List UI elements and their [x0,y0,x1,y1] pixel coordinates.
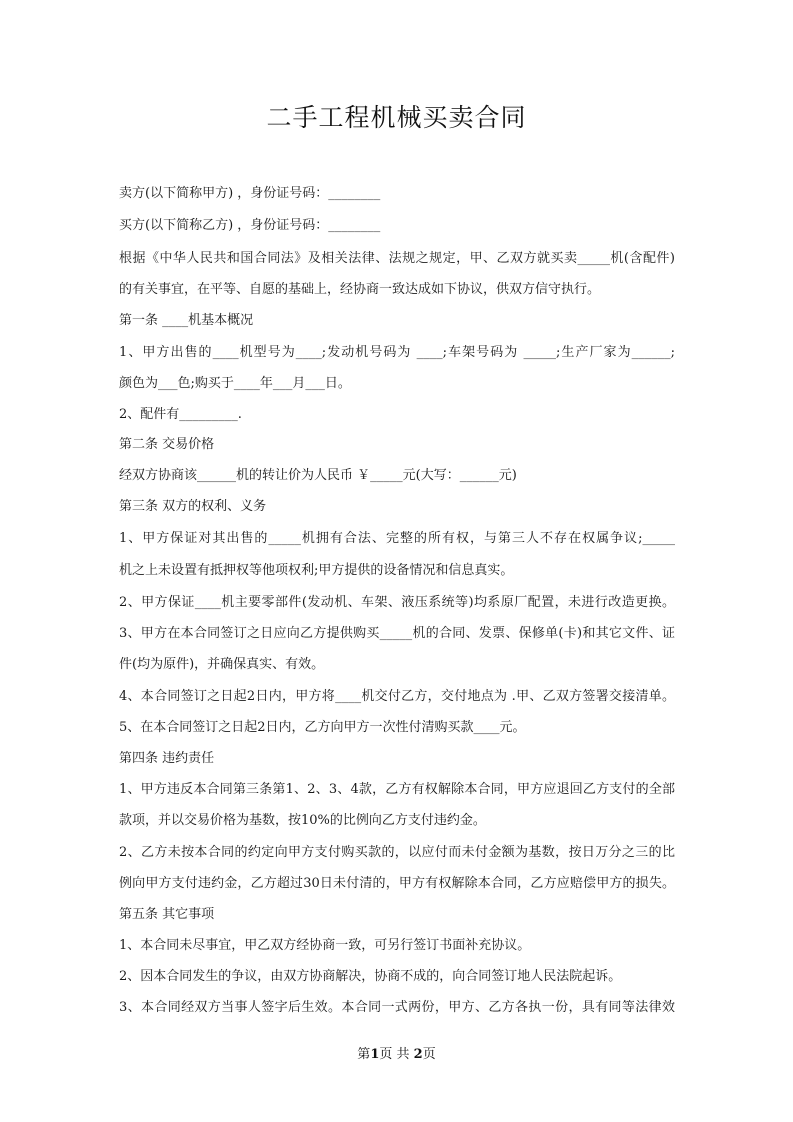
article-heading: 第三条 双方的权利、义务 [119,499,267,514]
document-title: 二手工程机械买卖合同 [266,103,527,132]
paragraph-line: 3、本合同经双方当事人签字后生效。本合同一式两份，甲方、乙方各执一份，具有同等法律效 [119,1000,675,1015]
paragraph-line: 款项，并以交易价格为基数，按10%的比例向乙方支付违约金。 [119,813,486,828]
paragraph-line: 机之上未设置有抵押权等他项权利;甲方提供的设备情况和信息真实。 [119,563,514,578]
paragraph-line: 2、甲方保证____机主要零部件(发动机、车架、液压系统等)均系原厂配置，未进行改造更换。 [119,595,675,610]
paragraph-line: 2、乙方未按本合同的约定向甲方支付购买款的，以应付而未付金额为基数，按日万分之三的比 [119,845,675,860]
paragraph-line: 3、甲方在本合同签订之日应向乙方提供购买_____机的合同、发票、保修单(卡)和其它文件、证 [119,626,675,641]
paragraph-line: 例向甲方支付违约金，乙方超过30日未付清的，甲方有权解除本合同，乙方应赔偿甲方的损失。 [119,876,675,891]
page-label-pre: 第 [357,1047,371,1062]
paragraph-line: 经双方协商该______机的转让价为人民币 ￥_____元(大写：______元) [119,468,517,483]
paragraph-line: 5、在本合同签订之日起2日内，乙方向甲方一次性付清购买款____元。 [119,720,526,735]
paragraph-line: 1、甲方保证对其出售的_____机拥有合法、完整的所有权，与第三人不存在权属争议;_____ [119,531,675,546]
page-footer [0,1043,793,1062]
paragraph-line: 1、甲方违反本合同第三条第1、2、3、4款，乙方有权解除本合同，甲方应退回乙方支付的全部 [119,782,675,797]
paragraph-line: 4、本合同签订之日起2日内，甲方将____机交付乙方，交付地点为 .甲、乙双方签署交接清单。 [119,689,675,704]
paragraph-line: 2、因本合同发生的争议，由双方协商解决，协商不成的，向合同签订地人民法院起诉。 [119,969,622,984]
page-total: 2 [413,1047,423,1062]
paragraph-line: 根据《中华人民共和国合同法》及相关法律、法规之规定，甲、乙双方就买卖_____机(含配件) [119,251,675,266]
paragraph-line: 的有关事宜，在平等、自愿的基础上，经协商一致达成如下协议，供双方信守执行。 [119,282,601,297]
article-heading: 第四条 违约责任 [119,751,215,766]
paragraph-line: 2、配件有_________. [119,407,242,422]
paragraph-line: 1、本合同未尽事宜，甲乙双方经协商一致，可另行签订书面补充协议。 [119,938,531,953]
paragraph-line: 1、甲方出售的____机型号为____;发动机号码为 ____;车架号码为 _____;生产厂家为______; [119,345,675,360]
page-current: 1 [370,1047,380,1062]
paragraph-line: 件(均为原件)，并确保真实、有效。 [119,657,325,672]
buyer-line: 买方(以下简称乙方) ，身份证号码：________ [119,218,381,233]
paragraph-line: 颜色为___色;购买于____年___月___日。 [119,376,351,391]
article-heading: 第五条 其它事项 [119,907,215,922]
page-label-post: 页 [422,1047,436,1062]
page-label-mid: 页 共 [379,1047,410,1062]
article-heading: 第一条 ____机基本概况 [119,313,254,328]
article-heading: 第二条 交易价格 [119,437,215,452]
seller-line: 卖方(以下简称甲方) ，身份证号码：________ [119,186,381,201]
